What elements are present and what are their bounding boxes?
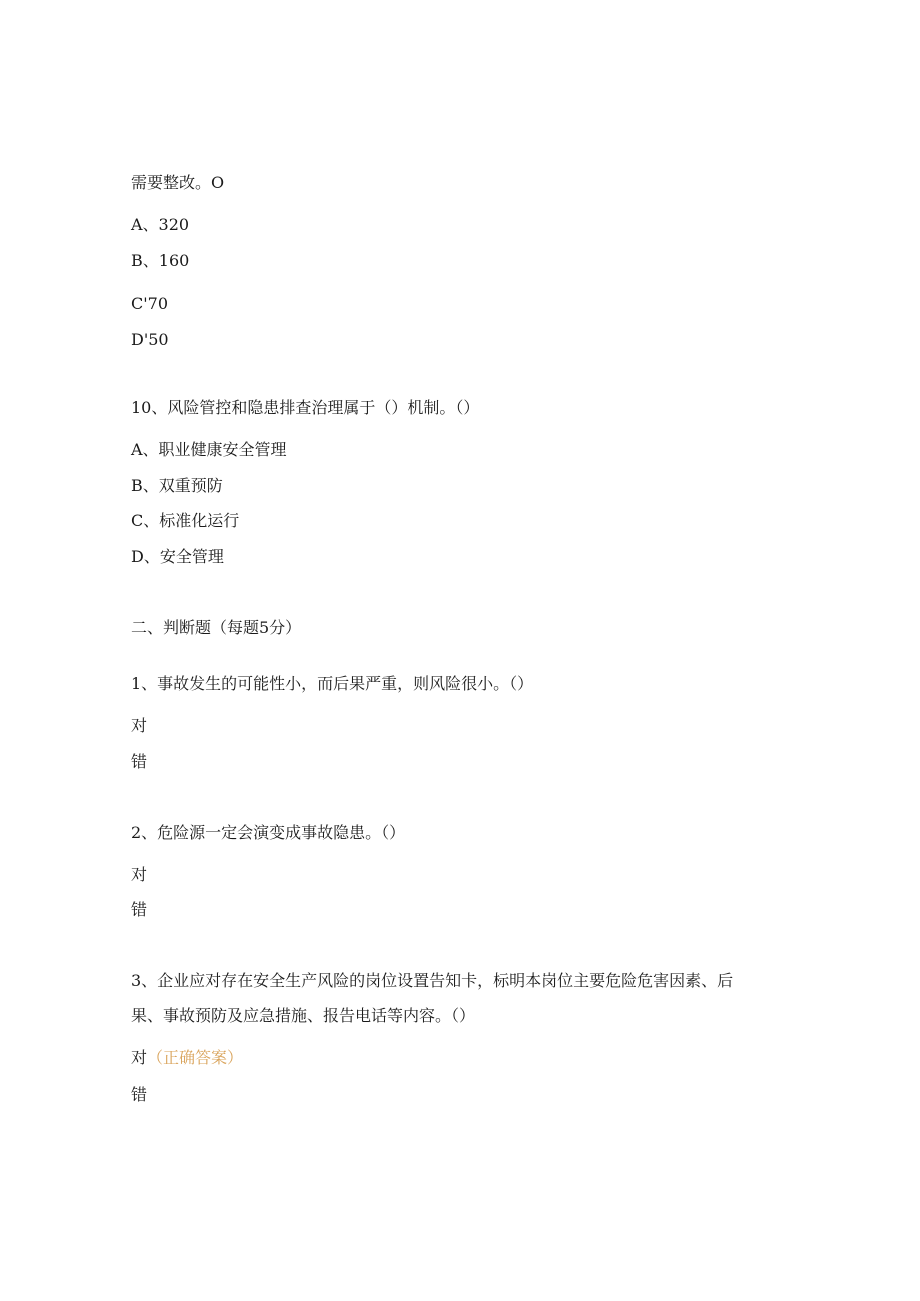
- tf3-true-label: 对: [131, 1048, 148, 1067]
- q10-option-a: A、职业健康安全管理: [131, 440, 287, 459]
- q9-option-c: C'70: [131, 294, 168, 313]
- tf3-stem-line1: 3、企业应对存在安全生产风险的岗位设置告知卡，标明本岗位主要危险危害因素、后: [131, 971, 734, 990]
- q9-option-b: B、160: [131, 251, 190, 270]
- tf3-option-true: [131, 1048, 243, 1068]
- tf2-stem: 2、危险源一定会演变成事故隐患。（）: [131, 823, 406, 842]
- q9-option-a: A、320: [131, 215, 190, 234]
- q10-option-b: B、双重预防: [131, 476, 223, 495]
- tf2-option-false: 错: [131, 900, 148, 919]
- tf1-stem: 1、事故发生的可能性小，而后果严重，则风险很小。（）: [131, 674, 534, 693]
- tf3-stem-line2: 果、事故预防及应急措施、报告电话等内容。（）: [131, 1006, 476, 1025]
- q10-option-d: D、安全管理: [131, 547, 224, 566]
- q10-stem: 10、风险管控和隐患排查治理属于（）机制。（）: [131, 398, 480, 417]
- q9-option-d: D'50: [131, 330, 169, 349]
- correct-answer-note: （正确答案）: [147, 1048, 244, 1067]
- q10-option-c: C、标准化运行: [131, 511, 240, 530]
- q9-stem-tail: 需要整改。O: [131, 173, 225, 192]
- tf1-option-true: 对: [131, 716, 148, 735]
- section-heading-true-false: 二、判断题（每题5分）: [131, 618, 302, 637]
- tf3-option-false: 错: [131, 1085, 148, 1104]
- tf1-option-false: 错: [131, 752, 148, 771]
- tf2-option-true: 对: [131, 865, 148, 884]
